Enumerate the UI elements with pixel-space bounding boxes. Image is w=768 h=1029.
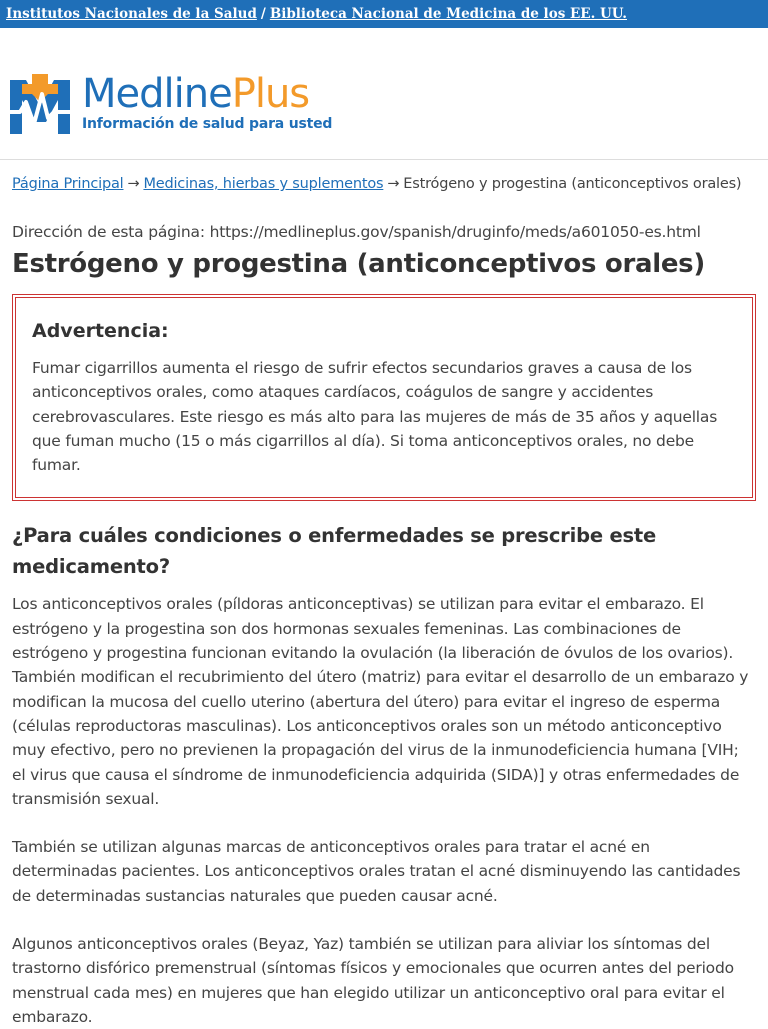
medlineplus-logo-icon[interactable]: [6, 72, 74, 146]
logo-title-plus: Plus: [231, 71, 310, 117]
warning-text: Fumar cigarrillos aumenta el riesgo de sufrir efectos secundarios graves a causa de los anticonceptivos orales, como ataques cardíacos, coágulos de sangre y accidentes cerebrovasculares. Este riesgo es más alto para las mujeres de más de 35 años y aquellas que fuman mucho (15 o más cigarrillos al día). Si toma anticonceptivos orales, no debe fumar.: [32, 359, 718, 475]
header-divider: [0, 159, 768, 160]
breadcrumb-current: Estrógeno y progestina (anticonceptivos orales): [403, 176, 742, 192]
page-title: Estrógeno y progestina (anticonceptivos orales): [12, 249, 705, 279]
warning-box: [15, 297, 753, 498]
nlm-link[interactable]: Biblioteca Nacional de Medicina de los EE. UU.: [269, 6, 627, 22]
breadcrumb-medicines-link[interactable]: Medicinas, hierbas y suplementos: [143, 176, 384, 192]
breadcrumb-home-link[interactable]: Página Principal: [12, 176, 124, 192]
logo-subtitle: Información de salud para usted: [82, 116, 333, 132]
section-heading-uses: ¿Para cuáles condiciones o enfermedades se prescribe este medicamento?: [12, 524, 657, 579]
topbar-separator: /: [260, 6, 266, 22]
breadcrumb-arrow-icon: →: [387, 176, 400, 192]
logo-title: [82, 70, 332, 118]
page-url: Dirección de esta página: https://medlineplus.gov/spanish/druginfo/meds/a601050-es.html: [12, 223, 701, 241]
main-content: [0, 176, 768, 1029]
logo-title-medline: Medline: [82, 71, 232, 117]
logo-wordmark[interactable]: [82, 70, 332, 132]
body-paragraph: También se utilizan algunas marcas de anticonceptivos orales para tratar el acné en determinadas pacientes. Los anticonceptivos orales tratan el acné disminuyendo las cantidades de determinadas sustancias naturales que pueden causar acné.: [12, 838, 741, 905]
site-header: [0, 28, 768, 130]
body-paragraph: Los anticonceptivos orales (píldoras anticonceptivas) se utilizan para evitar el embarazo. El estrógeno y la progestina son dos hormonas sexuales femeninas. Las combinaciones de estrógeno y progestina funcionan evitando la ovulación (la liberación de óvulos de los ovarios). También modifican el recubrimiento del útero (matriz) para evitar el desarrollo de un embarazo y modifican la mucosa del cuello uterino (abertura del útero) para evitar el ingreso de esperma (células reproductoras masculinas). Los anticonceptivos orales son un método anticonceptivo muy efectivo, pero no previenen la propagación del virus de la inmunodeficiencia humana [VIH; el virus que causa el síndrome de inmunodeficiencia adquirida (SIDA)] y otras enfermedades de transmisión sexual.: [12, 595, 749, 808]
warning-heading: Advertencia:: [32, 320, 169, 342]
top-nav-bar: [0, 0, 768, 28]
body-paragraph: Algunos anticonceptivos orales (Beyaz, Yaz) también se utilizan para aliviar los síntomas del trastorno disfórico premenstrual (síntomas físicos y emocionales que ocurren antes del periodo menstrual cada mes) en mujeres que han elegido utilizar un anticonceptivo oral para evitar el embarazo.: [12, 935, 734, 1026]
breadcrumb: [12, 176, 756, 192]
nih-link[interactable]: Institutos Nacionales de la Salud: [6, 6, 257, 22]
breadcrumb-arrow-icon: →: [127, 176, 140, 192]
